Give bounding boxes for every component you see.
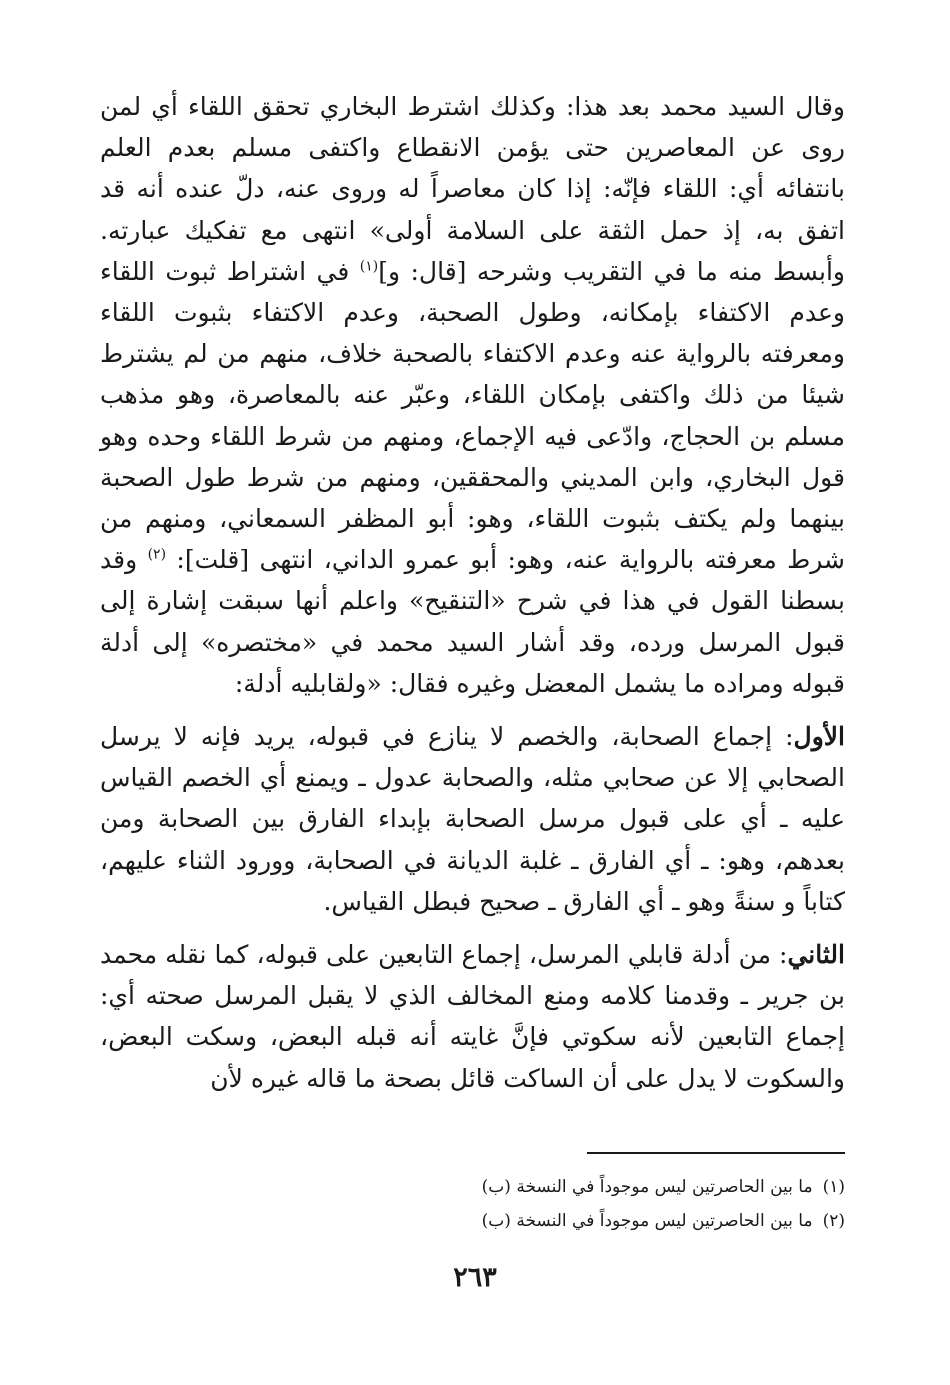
paragraph-2-heading: الأول bbox=[793, 722, 845, 752]
page-number: ٢٦٣ bbox=[453, 1262, 497, 1293]
footnote-separator bbox=[587, 1152, 845, 1154]
paragraph-1-text-c: وقد بسطنا القول في هذا في شرح «التنقيح» واعلم أنها سبقت إشارة إلى قبول المرسل ورده، وقد أشار السيد محمد في «مختصره» إلى أدلة قبوله ومراده ما يشمل المعضل وغيره فقال: «ولقابليه أدلة: bbox=[100, 545, 845, 698]
footnote-2-text: ما بين الحاصرتين ليس موجوداً في النسخة (ب) bbox=[481, 1211, 813, 1231]
paragraph-3-heading: الثاني bbox=[787, 940, 845, 970]
paragraph-3-text: : من أدلة قابلي المرسل، إجماع التابعين على قبوله، كما نقله محمد بن جرير ـ وقدمنا كلامه ومنع المخالف الذي لا يقبل المرسل صحته أي: إجماع التابعين لأنه سكوتي فإنَّ غايته أنه قبله البعض، وسكت البعض، والسكوت لا يدل على أن الساكت قائل بصحة ما قاله غيره لأن bbox=[100, 940, 845, 1093]
footnote-ref-2: (٢) bbox=[147, 546, 167, 563]
paragraph-1-text-a: وقال السيد محمد بعد هذا: وكذلك اشترط البخاري تحقق اللقاء أي لمن روى عن المعاصرين حتى يؤمن الانقطاع واكتفى مسلم بعدم العلم بانتفائه أي: اللقاء فإنّه: إذا كان معاصراً له وروى عنه، دلّ عنده أنه قد اتفق به، إذ حمل الثقة على السلامة أولى» انتهى مع تفكيك عبارته. وأبسط منه ما في التقريب وشرحه [قال: و] bbox=[100, 92, 846, 286]
paragraph-2-text: : إجماع الصحابة، والخصم لا ينازع في قبوله، يريد فإنه لا يرسل الصحابي إلا عن صحابي مثله، والصحابة عدول ـ ويمنع أي الخصم القياس عليه ـ أي على قبول مرسل الصحابة بإبداء الفارق بين الصحابة ومن بعدهم، وهو: ـ أي الفارق ـ غلبة الديانة في الصحابة، وورود الثناء عليهم، كتاباً و سنةً وهو ـ أي الفارق ـ صحيح فبطل القياس. bbox=[100, 722, 845, 916]
footnote-1 bbox=[100, 1170, 845, 1204]
main-text bbox=[100, 86, 845, 1099]
footnote-1-number: (١) bbox=[822, 1177, 845, 1197]
footnotes bbox=[100, 1170, 845, 1238]
footnote-1-text: ما بين الحاصرتين ليس موجوداً في النسخة (ب) bbox=[481, 1177, 813, 1197]
footnote-2 bbox=[100, 1204, 845, 1238]
paragraph-2 bbox=[100, 716, 845, 922]
footnote-2-number: (٢) bbox=[822, 1211, 845, 1231]
paragraph-1 bbox=[100, 86, 845, 704]
footnote-ref-1: (١) bbox=[359, 258, 379, 275]
paragraph-3 bbox=[100, 934, 845, 1099]
paragraph-1-text-b: في اشتراط ثبوت اللقاء وعدم الاكتفاء بإمكانه، وطول الصحبة، وعدم الاكتفاء بثبوت اللقاء ومعرفته بالرواية عنه وعدم الاكتفاء بالصحبة خلاف، منهم من لم يشترط شيئا من ذلك واكتفى بإمكان اللقاء، وعبّر عنه بالمعاصرة، وهو مذهب مسلم بن الحجاج، وادّعى فيه الإجماع، ومنهم من شرط اللقاء وحده وهو قول البخاري، وابن المديني والمحققين، ومنهم من شرط طول الصحبة بينهما ولم يكتف بثبوت اللقاء، وهو: أبو المظفر السمعاني، ومنهم من شرط معرفته بالرواية عنه، وهو: أبو عمرو الداني، انتهى [قلت]: bbox=[100, 256, 846, 575]
